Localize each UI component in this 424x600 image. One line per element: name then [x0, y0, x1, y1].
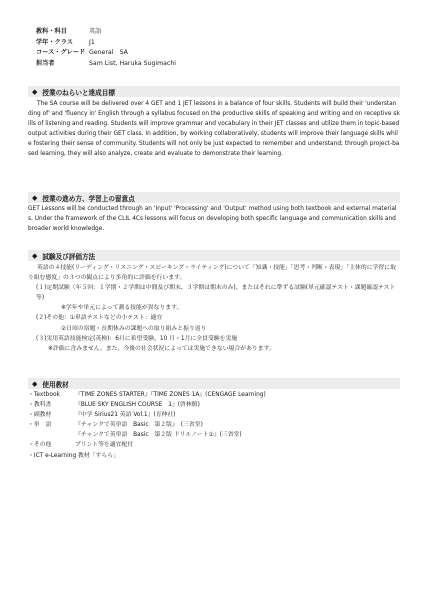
list-item: [28, 390, 400, 400]
evaluation-intro: 英語の４技能(リーディング・リスニング・スピーキング・ライティング)について「知識・技能」「思考・判断・表現」「主体的に学習に取り組む態度」の３つの観点により多角的に評価を行います。: [28, 265, 396, 282]
evaluation-note-1: ※学年や単元によって測る技能が異なります。: [61, 305, 183, 312]
list-item: [28, 400, 400, 410]
section-title: 授業の進め方、学習上の留意点: [42, 194, 135, 203]
section-title: 試験及び評価方法: [42, 252, 96, 261]
material-type: ・Textbook: [28, 392, 60, 398]
list-item: [28, 451, 400, 461]
evaluation-item-3: (３)実用英語技能検定(英検)：6月に希望受験、10 月・1月に全員受験を実施: [36, 335, 238, 342]
material-type: ・教科書: [28, 402, 52, 409]
meta-key: 教科・科目: [36, 28, 67, 35]
meta-row-grade: [36, 38, 176, 49]
section-text: GET Lessons will be conducted through an 'Input' 'Processing' and 'Output' method using both textbook and external materials. Under the framework of the CLIL 4Cs lessons will focus on developing both specific language and communication skills and broader world knowledge.: [28, 206, 397, 233]
meta-row-course: [36, 48, 176, 59]
section-header: [28, 192, 400, 203]
section-materials: [28, 378, 400, 461]
material-type: ・ICT e-Learning 教材「すらら」: [28, 452, 119, 459]
material-type: [28, 430, 75, 440]
materials-list: [28, 390, 400, 461]
material-type: ・その他: [28, 442, 52, 449]
diamond-icon: ◆: [32, 251, 38, 260]
meta-value: General SA: [89, 49, 128, 57]
material-title: 『チャンクで英単語 Basic 第２版』 (三省堂): [75, 422, 203, 429]
material-title: 『チャンクで英単語 Basic 第２版 ドリルノート①』(三省堂): [75, 432, 242, 439]
section-header: [28, 378, 400, 389]
evaluation-note-3: ※評価に含みません。また、今後の社会状況によっては実施できない場合があります。: [48, 345, 275, 352]
section-evaluation: [28, 250, 400, 354]
material-title: 『中学 Sirius21 英語 Vol.1』(育伸社): [75, 412, 176, 419]
meta-row-teacher: [36, 59, 176, 70]
section-header: [28, 250, 400, 261]
material-title: 『TIME ZONES STARTER』『TIME ZONES 1A』(CENGAGE Learning): [75, 392, 266, 398]
evaluation-body: [28, 263, 400, 354]
course-meta: [36, 27, 176, 69]
material-title: 『BLUE SKY ENGLISH COURSE 1』(啓林館): [75, 402, 200, 409]
meta-row-subject: [36, 27, 176, 38]
meta-key: 学年・クラス: [36, 38, 73, 46]
material-title: プリント等を適宜配付: [75, 442, 134, 449]
section-text: The SA course will be delivered over 4 GET and 1 JET lessons in a balance of four skills. Students will build their 'understanding of' and 'fluency in' English through a syllabus focused on the productive skills of speaking and writing and on receptive skills of listening and reading. Students will improve grammar and vocabulary in their JET classes and utilize them in topic-based output activities during their GET class. In addition, by working collaboratively, students will improve their language skills while fostering their sense of community. Students will not only be just expected to remember and understand; through project-based learning, they will also analyze, create and evaluate to demonstrate their learning.: [28, 101, 400, 158]
meta-value: Sam List, Haruka Sugimachi: [89, 59, 176, 67]
section-title: 使用教材: [42, 380, 69, 389]
section-title: 授業のねらいと達成目標: [42, 88, 115, 97]
section-method: [28, 192, 400, 234]
section-header: [28, 86, 400, 97]
material-type: ・単 語: [28, 422, 52, 429]
evaluation-item-2-sub: ②日頃の宿題・長期休みの課題への取り組みと振り返り: [61, 325, 207, 332]
evaluation-item-2: (２)その他：①単語テストなどの小テスト：適宜: [36, 315, 163, 322]
diamond-icon: ◆: [32, 193, 38, 202]
meta-key: コース・グレード: [36, 49, 86, 57]
diamond-icon: ◆: [32, 87, 38, 96]
diamond-icon: ◆: [32, 379, 38, 388]
material-title: [119, 451, 400, 461]
list-item: [28, 420, 400, 430]
evaluation-item-1: (１)定期試験（年５回：１学期・２学期は中間及び期末、３学期は期末のみ)、またはそれに準ずる試験(単元確認テスト・課題確認テスト等): [36, 285, 396, 302]
meta-value: 英語: [89, 28, 102, 35]
section-aims: [28, 86, 400, 160]
list-item: [28, 410, 400, 420]
meta-value: J1: [89, 38, 95, 46]
material-type: ・副教材: [28, 412, 52, 419]
list-item: [28, 440, 400, 450]
list-item: [28, 430, 400, 440]
meta-key: 担当者: [36, 59, 55, 67]
